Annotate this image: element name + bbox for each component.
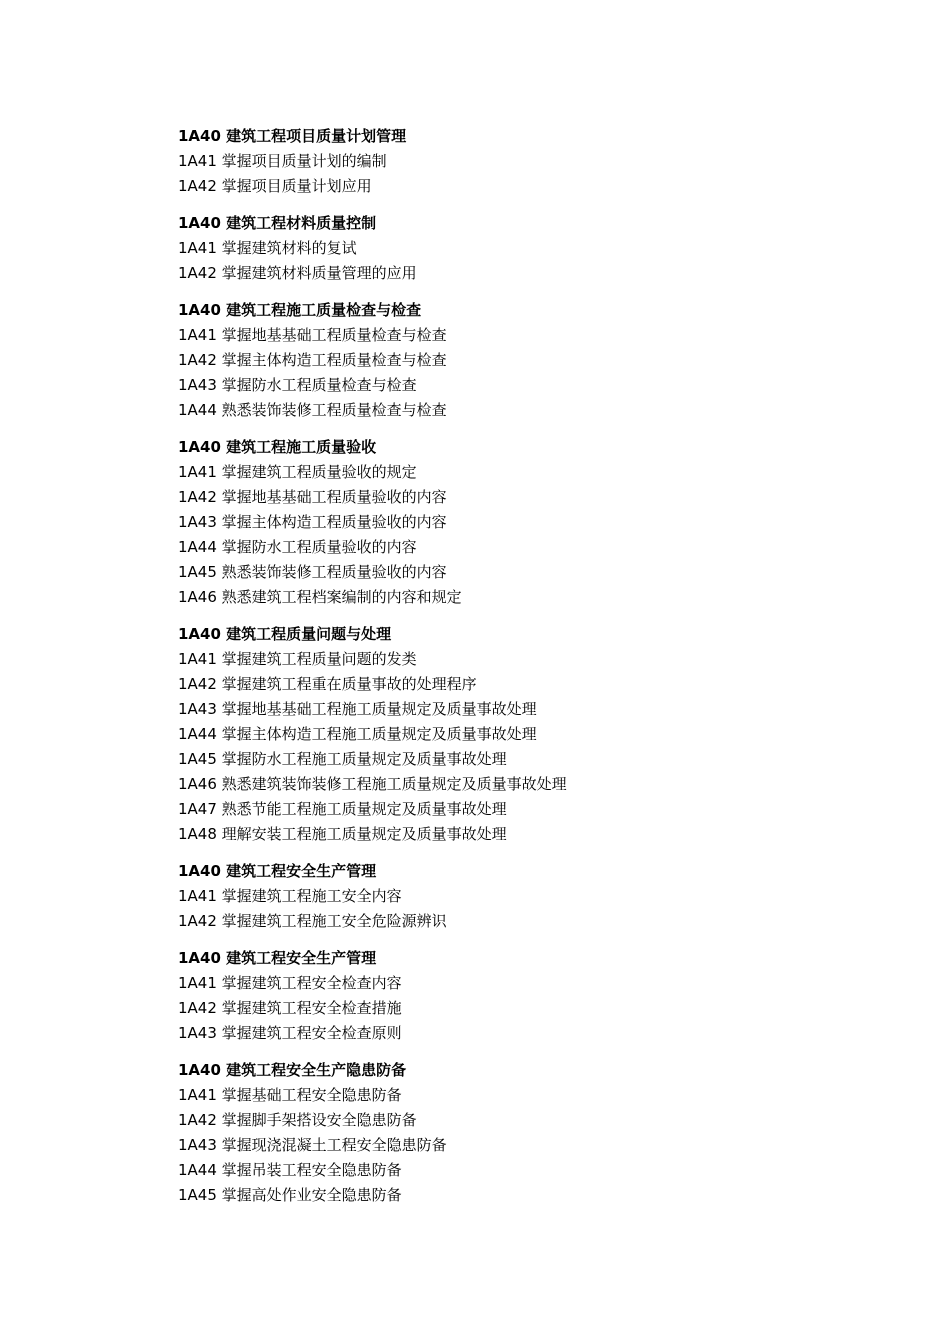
- list-item: 1A41 掌握地基基础工程质量检查与检查: [178, 326, 447, 344]
- list-item: 1A42 掌握建筑工程施工安全危险源辨识: [178, 912, 447, 930]
- section-construction-inspection: [178, 298, 878, 423]
- list-item: 1A41 掌握建筑工程质量问题的发类: [178, 650, 417, 668]
- section-heading: 1A40 建筑工程施工质量检查与检查: [178, 301, 422, 319]
- list-item: 1A42 掌握项目质量计划应用: [178, 177, 372, 195]
- section-heading: 1A40 建筑工程安全生产管理: [178, 949, 377, 967]
- section-hazard-prevention: [178, 1058, 878, 1208]
- list-item: 1A41 掌握建筑工程施工安全内容: [178, 887, 402, 905]
- list-item: 1A42 掌握建筑工程重在质量事故的处理程序: [178, 675, 477, 693]
- list-item: 1A45 掌握防水工程施工质量规定及质量事故处理: [178, 750, 507, 768]
- list-item: 1A42 掌握建筑工程安全检查措施: [178, 999, 402, 1017]
- section-quality-plan: [178, 124, 878, 199]
- section-heading: 1A40 建筑工程项目质量计划管理: [178, 127, 407, 145]
- list-item: 1A44 掌握防水工程质量验收的内容: [178, 538, 417, 556]
- list-item: 1A45 熟悉装饰装修工程质量验收的内容: [178, 563, 447, 581]
- list-item: 1A41 掌握建筑工程安全检查内容: [178, 974, 402, 992]
- list-item: 1A41 掌握建筑工程质量验收的规定: [178, 463, 417, 481]
- section-material-quality: [178, 211, 878, 286]
- section-heading: 1A40 建筑工程安全生产隐患防备: [178, 1061, 407, 1079]
- section-heading: 1A40 建筑工程材料质量控制: [178, 214, 377, 232]
- document-page: [178, 124, 878, 1220]
- list-item: 1A44 掌握主体构造工程施工质量规定及质量事故处理: [178, 725, 537, 743]
- list-item: 1A44 熟悉装饰装修工程质量检查与检查: [178, 401, 447, 419]
- list-item: 1A42 掌握脚手架搭设安全隐患防备: [178, 1111, 417, 1129]
- section-safety-management-1: [178, 859, 878, 934]
- section-safety-management-2: [178, 946, 878, 1046]
- list-item: 1A45 掌握高处作业安全隐患防备: [178, 1186, 402, 1204]
- list-item: 1A46 熟悉建筑装饰装修工程施工质量规定及质量事故处理: [178, 775, 567, 793]
- list-item: 1A43 掌握建筑工程安全检查原则: [178, 1024, 402, 1042]
- list-item: 1A43 掌握现浇混凝土工程安全隐患防备: [178, 1136, 447, 1154]
- list-item: 1A48 理解安装工程施工质量规定及质量事故处理: [178, 825, 507, 843]
- list-item: 1A42 掌握主体构造工程质量检查与检查: [178, 351, 447, 369]
- list-item: 1A43 掌握防水工程质量检查与检查: [178, 376, 417, 394]
- section-quality-problems: [178, 622, 878, 847]
- list-item: 1A41 掌握基础工程安全隐患防备: [178, 1086, 402, 1104]
- section-heading: 1A40 建筑工程施工质量验收: [178, 438, 377, 456]
- list-item: 1A41 掌握项目质量计划的编制: [178, 152, 387, 170]
- section-acceptance: [178, 435, 878, 610]
- list-item: 1A41 掌握建筑材料的复试: [178, 239, 357, 257]
- list-item: 1A42 掌握地基基础工程质量验收的内容: [178, 488, 447, 506]
- section-heading: 1A40 建筑工程质量问题与处理: [178, 625, 392, 643]
- list-item: 1A46 熟悉建筑工程档案编制的内容和规定: [178, 588, 462, 606]
- list-item: 1A43 掌握主体构造工程质量验收的内容: [178, 513, 447, 531]
- list-item: 1A47 熟悉节能工程施工质量规定及质量事故处理: [178, 800, 507, 818]
- list-item: 1A44 掌握吊装工程安全隐患防备: [178, 1161, 402, 1179]
- list-item: 1A43 掌握地基基础工程施工质量规定及质量事故处理: [178, 700, 537, 718]
- section-heading: 1A40 建筑工程安全生产管理: [178, 862, 377, 880]
- list-item: 1A42 掌握建筑材料质量管理的应用: [178, 264, 417, 282]
